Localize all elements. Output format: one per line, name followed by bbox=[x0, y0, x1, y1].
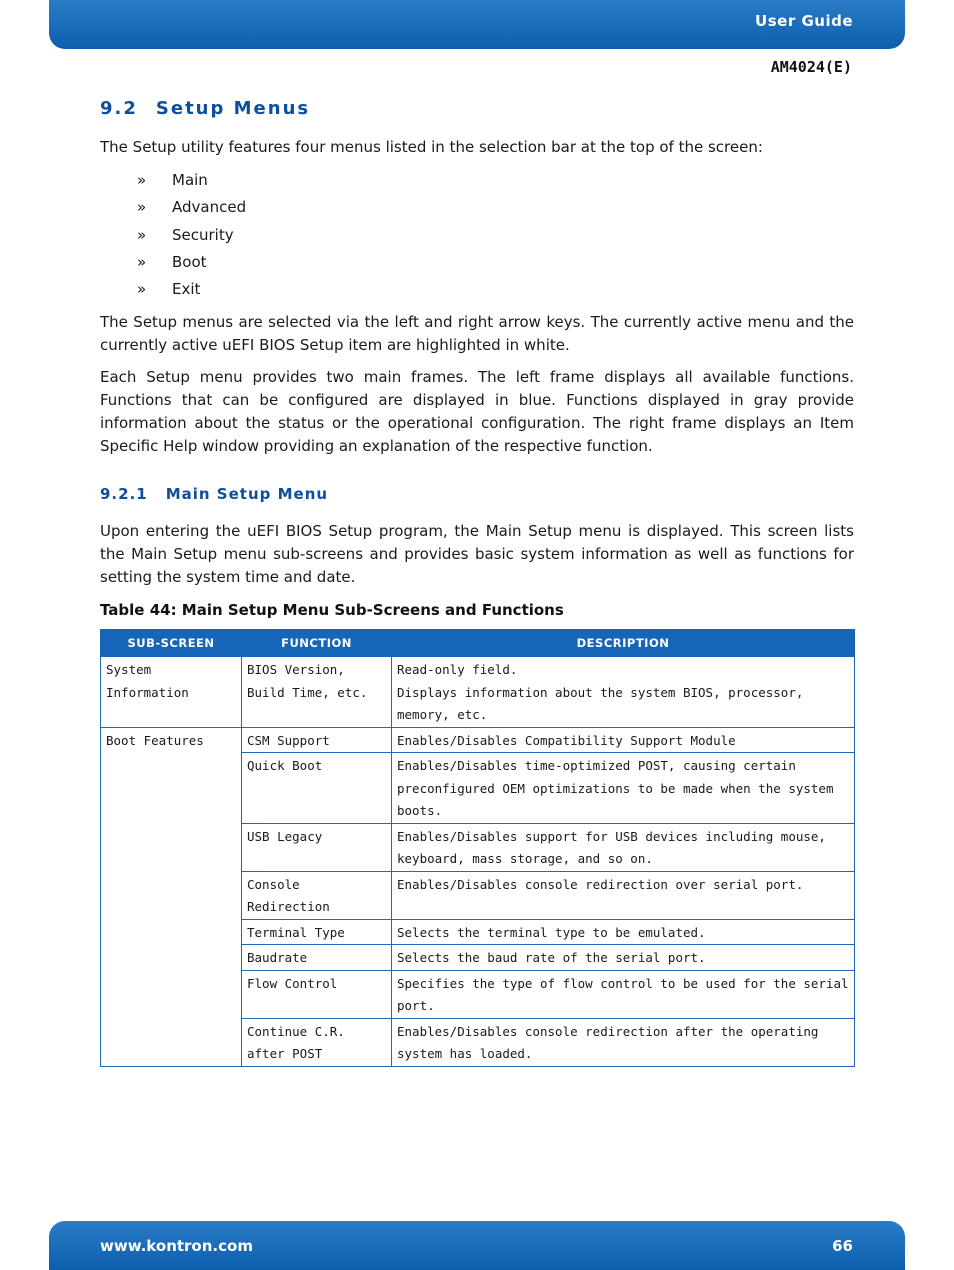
table-cell: Selects the terminal type to be emulated. bbox=[392, 919, 855, 945]
bullet-icon: » bbox=[137, 225, 147, 244]
table-cell: Enables/Disables Compatibility Support Module bbox=[392, 727, 855, 753]
header-band bbox=[49, 0, 905, 49]
column-header: DESCRIPTION bbox=[392, 630, 855, 657]
bullet-icon: » bbox=[137, 198, 147, 217]
section-title: Setup Menus bbox=[155, 98, 311, 119]
subsection-title: Main Setup Menu bbox=[165, 485, 329, 504]
footer-website-link[interactable]: www.kontron.com bbox=[100, 1237, 253, 1255]
list-item-label: Main bbox=[172, 171, 208, 189]
footer-band bbox=[49, 1221, 905, 1270]
list-item bbox=[100, 276, 854, 303]
list-item bbox=[100, 222, 854, 249]
table-cell: Quick Boot bbox=[242, 753, 392, 824]
subsection-paragraph: Upon entering the uEFI BIOS Setup program, the Main Setup menu is displayed. This screen lists the Main Setup menu sub-screens and provides basic system information as well as functions for setting the system time and date. bbox=[100, 522, 854, 587]
list-item-label: Exit bbox=[172, 280, 201, 299]
table-cell: Baudrate bbox=[242, 945, 392, 971]
table-cell: Specifies the type of flow control to be used for the serial port. bbox=[392, 970, 855, 1018]
table-caption: Table 44: Main Setup Menu Sub-Screens and Functions bbox=[100, 601, 564, 620]
table-cell: Terminal Type bbox=[242, 919, 392, 945]
section-heading bbox=[100, 98, 854, 119]
table-cell: Boot Features bbox=[101, 727, 242, 1066]
table-cell: Enables/Disables console redirection over serial port. bbox=[392, 871, 855, 919]
paragraph-selection: The Setup menus are selected via the left and right arrow keys. The currently active menu and the currently active uEFI BIOS Setup item are highlighted in white. bbox=[100, 313, 854, 355]
table-cell: Continue C.R. after POST bbox=[242, 1018, 392, 1066]
header-title: User Guide bbox=[755, 12, 853, 30]
document-id: AM4024(E) bbox=[770, 58, 852, 76]
list-item bbox=[100, 194, 854, 221]
subsection-number: 9.2.1 bbox=[100, 485, 148, 504]
table-cell: Selects the baud rate of the serial port. bbox=[392, 945, 855, 971]
bullet-icon: » bbox=[137, 280, 147, 299]
table-cell: Enables/Disables time-optimized POST, causing certain preconfigured OEM optimizations to be made when the system boots. bbox=[392, 753, 855, 824]
table-row bbox=[101, 727, 855, 753]
table-cell: Enables/Disables support for USB devices including mouse, keyboard, mass storage, and so on. bbox=[392, 823, 855, 871]
table-header-row bbox=[101, 630, 855, 657]
table-cell: Flow Control bbox=[242, 970, 392, 1018]
list-item-label: Advanced bbox=[172, 198, 247, 217]
column-header: SUB-SCREEN bbox=[101, 630, 242, 657]
table-cell: USB Legacy bbox=[242, 823, 392, 871]
list-item bbox=[100, 167, 854, 194]
paragraph-frames: Each Setup menu provides two main frames. The left frame displays all available functions. Functions that can be configured are displayed in blue. Functions displayed in gray provide information about the status or the operational configuration. The right frame displays an Item Specific Help window providing an explanation of the respective function. bbox=[100, 368, 854, 456]
subsection-heading bbox=[100, 485, 854, 503]
section-number: 9.2 bbox=[100, 98, 138, 119]
table-cell: System Information bbox=[101, 657, 242, 728]
table-cell: BIOS Version, Build Time, etc. bbox=[242, 657, 392, 728]
page-number: 66 bbox=[832, 1237, 853, 1255]
list-item-label: Boot bbox=[172, 252, 207, 271]
table-cell bbox=[392, 657, 855, 728]
menu-list bbox=[100, 167, 854, 303]
description-line: Displays information about the system BIOS, processor, memory, etc. bbox=[397, 684, 804, 723]
list-item-label: Security bbox=[172, 225, 234, 244]
bullet-icon: » bbox=[137, 171, 147, 189]
bullet-icon: » bbox=[137, 252, 147, 271]
list-item bbox=[100, 249, 854, 276]
table-cell: Enables/Disables console redirection after the operating system has loaded. bbox=[392, 1018, 855, 1066]
page-content bbox=[100, 98, 854, 1067]
table-row bbox=[101, 657, 855, 728]
table-cell: CSM Support bbox=[242, 727, 392, 753]
description-line: Read-only field. bbox=[397, 662, 518, 678]
setup-menu-table bbox=[100, 629, 855, 1067]
table-cell: Console Redirection bbox=[242, 871, 392, 919]
section-intro: The Setup utility features four menus listed in the selection bar at the top of the screen: bbox=[100, 138, 763, 156]
column-header: FUNCTION bbox=[242, 630, 392, 657]
